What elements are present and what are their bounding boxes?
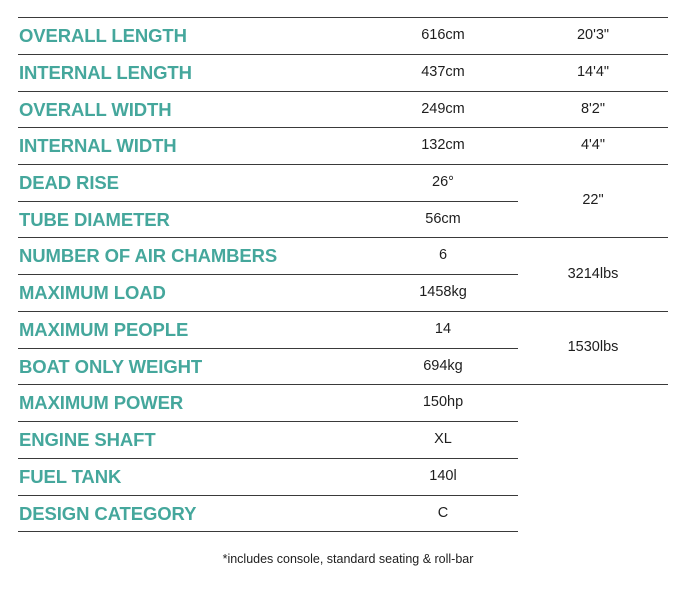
spec-metric-value: 26°: [432, 174, 454, 190]
footnote: *includes console, standard seating & roll-bar: [222, 552, 474, 566]
spec-label: DEAD RISE: [19, 172, 119, 193]
spec-label: MAXIMUM PEOPLE: [19, 319, 189, 340]
specifications-table: [18, 17, 668, 532]
spec-label: FUEL TANK: [19, 466, 122, 487]
spec-metric-value: XL: [434, 431, 452, 447]
spec-label: OVERALL LENGTH: [19, 25, 187, 46]
spec-imperial-value-merged: 3214lbs: [567, 266, 619, 282]
spec-label: BOAT ONLY WEIGHT: [19, 356, 203, 377]
spec-row-internal-width: [18, 127, 668, 164]
spec-metric-value: 694kg: [423, 358, 463, 374]
spec-imperial-value: 8'2": [580, 101, 606, 117]
spec-row-overall-length: [18, 17, 668, 54]
bottom-border: [18, 531, 518, 532]
spec-metric-value: 140l: [429, 468, 457, 484]
spec-metric-value: 616cm: [421, 27, 465, 43]
spec-imperial-value-merged: 22": [582, 192, 604, 208]
spec-row-design-category: [18, 495, 668, 532]
spec-label: MAXIMUM LOAD: [19, 282, 166, 303]
spec-row-overall-width: [18, 91, 668, 128]
spec-row-maximum-power: [18, 384, 668, 421]
spec-label: MAXIMUM POWER: [19, 392, 184, 413]
spec-imperial-value: 14'4": [576, 64, 610, 80]
spec-imperial-value: 20'3": [576, 27, 610, 43]
spec-label: DESIGN CATEGORY: [19, 503, 197, 524]
spec-metric-value: C: [437, 505, 449, 521]
spec-row-engine-shaft: [18, 421, 668, 458]
spec-label: TUBE DIAMETER: [19, 209, 170, 230]
spec-label: INTERNAL WIDTH: [19, 135, 177, 156]
spec-metric-value: 56cm: [425, 211, 461, 227]
spec-metric-value: 6: [438, 247, 448, 263]
spec-imperial-value: 4'4": [580, 137, 606, 153]
spec-row-internal-length: [18, 54, 668, 91]
spec-label: OVERALL WIDTH: [19, 99, 172, 120]
spec-metric-value: 1458kg: [419, 284, 467, 300]
spec-metric-value: 14: [434, 321, 452, 337]
spec-label: INTERNAL LENGTH: [19, 62, 192, 83]
spec-imperial-value-merged: 1530lbs: [567, 339, 619, 355]
spec-label: ENGINE SHAFT: [19, 429, 156, 450]
spec-label: NUMBER OF AIR CHAMBERS: [19, 245, 278, 266]
spec-row-fuel-tank: [18, 458, 668, 495]
spec-metric-value: 249cm: [421, 101, 465, 117]
spec-metric-value: 150hp: [422, 394, 464, 410]
spec-metric-value: 437cm: [421, 64, 465, 80]
spec-metric-value: 132cm: [421, 137, 465, 153]
